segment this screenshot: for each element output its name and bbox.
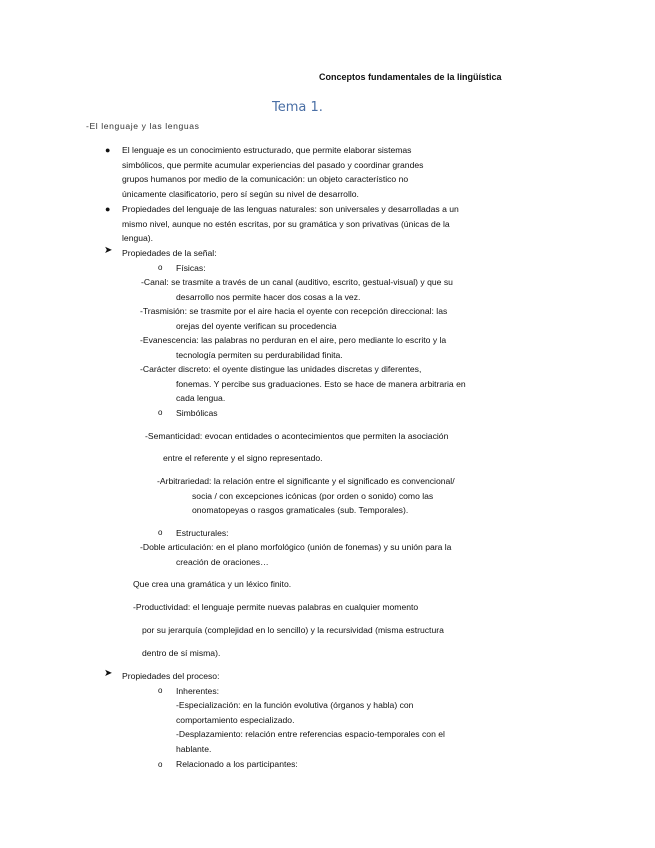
text-line: orejas del oyente verifican su procedencia: [176, 320, 337, 331]
item-evanescencia: [140, 333, 446, 362]
text-line: cada lengua.: [176, 393, 226, 403]
page-title: Tema 1.: [272, 100, 323, 115]
text-line: -Evanescencia: las palabras no perduran en el aire, pero mediante lo escrito y la: [140, 335, 447, 345]
text-line: socia / con excepciones icónicas (por orden o sonido) como las: [192, 490, 434, 501]
heading-proceso: Propiedades del proceso:: [122, 671, 220, 681]
heading-senal: Propiedades de la señal:: [122, 248, 217, 258]
subheading-estructurales: Estructurales:: [176, 528, 229, 538]
text-line: -Carácter discreto: el oyente distingue las unidades discretas y diferentes,: [140, 364, 422, 374]
item-especializacion: [176, 698, 413, 727]
item-semanticidad-line1: -Semanticidad: evocan entidades o acontecimientos que permiten la asociación: [145, 431, 449, 441]
text-line: grupos humanos por medio de la comunicación: un objeto característico no: [122, 174, 409, 184]
item-arbitrariedad: [157, 474, 455, 518]
text-line: fonemas. Y percibe sus graduaciones. Esto se hace de manera arbitraria en: [176, 378, 466, 389]
item-doble-articulacion: [140, 540, 451, 569]
text-line: -Especialización: en la función evolutiva (órganos y habla) con: [176, 700, 414, 710]
item-semanticidad-line2: entre el referente y el signo representado.: [163, 453, 323, 463]
text-line: -Desplazamiento: relación entre referencias espacio-temporales con el: [176, 729, 445, 739]
text-line: Propiedades del lenguaje de las lenguas naturales: son universales y desarrolladas a un: [122, 204, 459, 214]
text-line: -Trasmisión: se trasmite por el aire hacia el oyente con recepción direccional: las: [140, 306, 448, 316]
subheading-simbolicas: Simbólicas: [176, 408, 218, 418]
section-heading: -El lenguaje y las lenguas: [86, 121, 200, 131]
text-line: creación de oraciones…: [176, 556, 269, 567]
text-line: onomatopeyas o rasgos gramaticales (sub. Temporales).: [192, 505, 409, 515]
item-productividad-line1: -Productividad: el lenguaje permite nuevas palabras en cualquier momento: [133, 602, 419, 612]
text-line: -Doble articulación: en el plano morfológico (unión de fonemas) y su unión para la: [140, 542, 452, 552]
text-line: tecnología permiten su perdurabilidad finita.: [176, 349, 343, 360]
text-line: -Canal: se trasmite a través de un canal (auditivo, escrito, gestual-visual) y que su: [141, 277, 453, 287]
subheading-fisicas: Físicas:: [176, 263, 206, 273]
bullet-dot-icon: ●: [105, 145, 111, 155]
circle-bullet-icon: o: [158, 686, 163, 695]
item-caracter-discreto: [140, 362, 466, 406]
text-line: El lenguaje es un conocimiento estructurado, que permite elaborar sistemas: [122, 145, 412, 155]
item-trasmision: [140, 304, 447, 333]
circle-bullet-icon: o: [158, 408, 163, 417]
text-line: -Arbitrariedad: la relación entre el significante y el significado es convencional/: [157, 476, 455, 486]
item-productividad-line2: por su jerarquía (complejidad en lo sencillo) y la recursividad (misma estructura: [142, 625, 444, 635]
text-line: mismo nivel, aunque no estén escritas, por su gramática y son privativas (únicas de la: [122, 218, 450, 229]
arrow-bullet-icon: ➤: [104, 668, 113, 679]
text-line: comportamiento especializado.: [176, 714, 295, 725]
text-line: lengua).: [122, 233, 154, 243]
text-line: simbólicos, que permite acumular experiencias del pasado y coordinar grandes: [122, 159, 424, 170]
text-line: únicamente clasificatorio, pero sí según su nivel de desarrollo.: [122, 188, 359, 199]
text-line: desarrollo nos permite hacer dos cosas a la vez.: [176, 291, 361, 302]
circle-bullet-icon: o: [158, 528, 163, 537]
paragraph-lenguaje: [122, 143, 423, 201]
circle-bullet-icon: o: [158, 263, 163, 272]
bullet-dot-icon: ●: [105, 204, 111, 214]
text-que-crea: Que crea una gramática y un léxico finito.: [133, 579, 292, 589]
text-line: hablante.: [176, 743, 212, 754]
item-canal: [141, 275, 453, 304]
item-productividad-line3: dentro de sí misma).: [142, 648, 221, 658]
subheading-relacionado: Relacionado a los participantes:: [176, 759, 298, 769]
item-desplazamiento: [176, 727, 445, 756]
circle-bullet-icon: o: [158, 760, 163, 769]
document-header: Conceptos fundamentales de la lingüística: [319, 72, 502, 82]
arrow-bullet-icon: ➤: [104, 245, 113, 256]
paragraph-propiedades-lenguaje: [122, 202, 459, 246]
subheading-inherentes: Inherentes:: [176, 686, 219, 696]
